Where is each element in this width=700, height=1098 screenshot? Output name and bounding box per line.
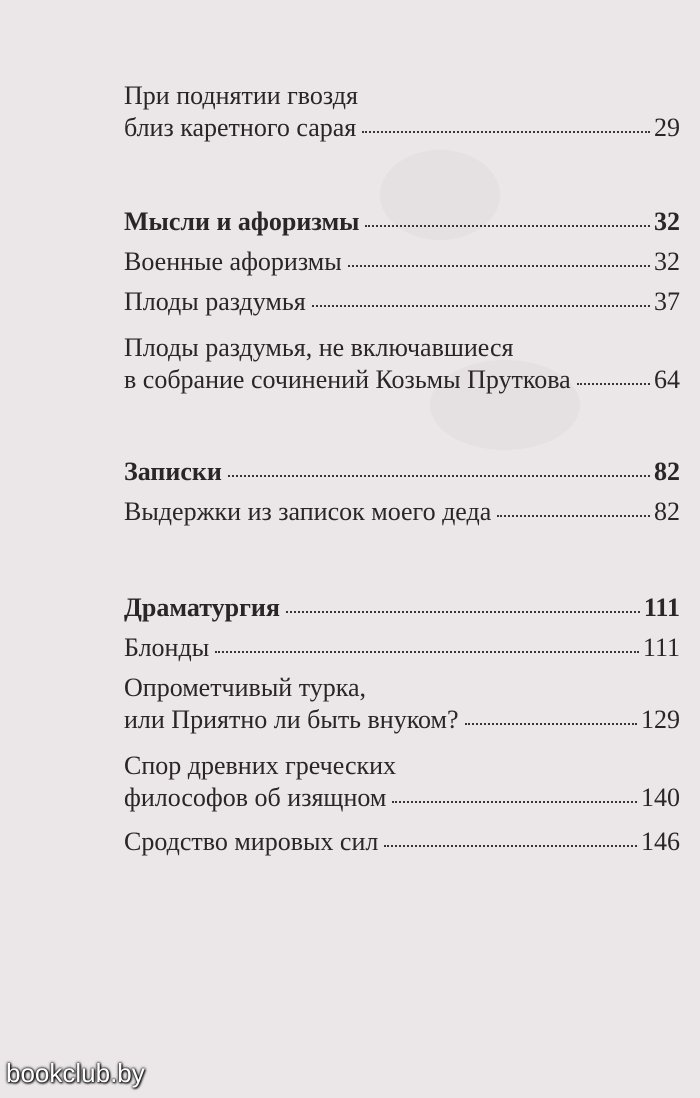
dot-leader [348,265,650,267]
toc-line [124,206,680,238]
toc-line [124,286,680,318]
toc-entry-title: близ каретного сарая [124,113,357,142]
toc-entry-title: Выдержки из записок моего деда [124,497,492,526]
toc-page-number: 82 [654,457,680,486]
toc-page-number: 64 [654,365,680,394]
toc-entry-title: Плоды раздумья [124,287,306,316]
toc-entry-title: При поднятии гвоздя [124,81,358,110]
toc-entry [124,826,680,858]
toc-line [124,246,680,278]
toc-line [124,496,680,528]
toc-entry [124,672,680,736]
toc-line [124,782,680,814]
toc-entry-title: Военные афоризмы [124,247,342,276]
toc-entry-title: Плоды раздумья, не включавшиеся [124,333,514,362]
toc-line [124,364,680,396]
toc-entry-title: Записки [124,457,222,486]
dot-leader [215,651,639,653]
toc-page-number: 32 [654,207,680,236]
toc-page-number: 146 [641,827,680,856]
toc-entry [124,750,680,814]
toc-line [124,592,680,624]
toc-line [124,826,680,858]
toc-line [124,80,680,112]
toc-section-heading [124,206,680,238]
dot-leader [362,131,650,133]
dot-leader [228,475,650,477]
toc-entry-title: Блонды [124,633,210,662]
toc-line [124,704,680,736]
toc-entry-title: философов об изящном [124,783,387,812]
toc-line [124,632,680,664]
dot-leader [312,305,650,307]
dot-leader [384,845,637,847]
toc-entry [124,332,680,396]
toc-line [124,456,680,488]
dot-leader [577,383,650,385]
toc-entry [124,286,680,318]
dot-leader [465,723,637,725]
dot-leader [286,611,640,613]
site-watermark: bookclub.by [6,1058,145,1088]
toc-entry-title: Сродство мировых сил [124,827,379,856]
toc-page-number: 111 [642,633,680,662]
toc-page-number: 129 [641,705,680,734]
toc-line [124,332,680,364]
toc-entry [124,246,680,278]
toc-entry-title: Драматургия [124,593,280,622]
toc-entry [124,80,680,144]
toc-entry-title: Опрометчивый турка, [124,673,366,702]
toc-line [124,112,680,144]
toc-page-number: 140 [641,783,680,812]
toc-entry-title: Мысли и афоризмы [124,207,360,236]
toc-page-number: 37 [654,287,680,316]
toc-entry-title: в собрание сочинений Козьмы Пруткова [124,365,571,394]
toc-entry-title: или Приятно ли быть внуком? [124,705,459,734]
toc-section-heading [124,592,680,624]
toc-page-number: 29 [654,113,680,142]
dot-leader [392,801,637,803]
toc-page-number: 111 [643,593,680,622]
toc-page-number: 32 [654,247,680,276]
toc-entry-title: Спор древних греческих [124,751,397,780]
toc-line [124,672,680,704]
toc-page-number: 82 [654,497,680,526]
toc-entry [124,632,680,664]
toc-entry [124,496,680,528]
dot-leader [365,225,650,227]
toc-section-heading [124,456,680,488]
toc-line [124,750,680,782]
dot-leader [497,515,650,517]
